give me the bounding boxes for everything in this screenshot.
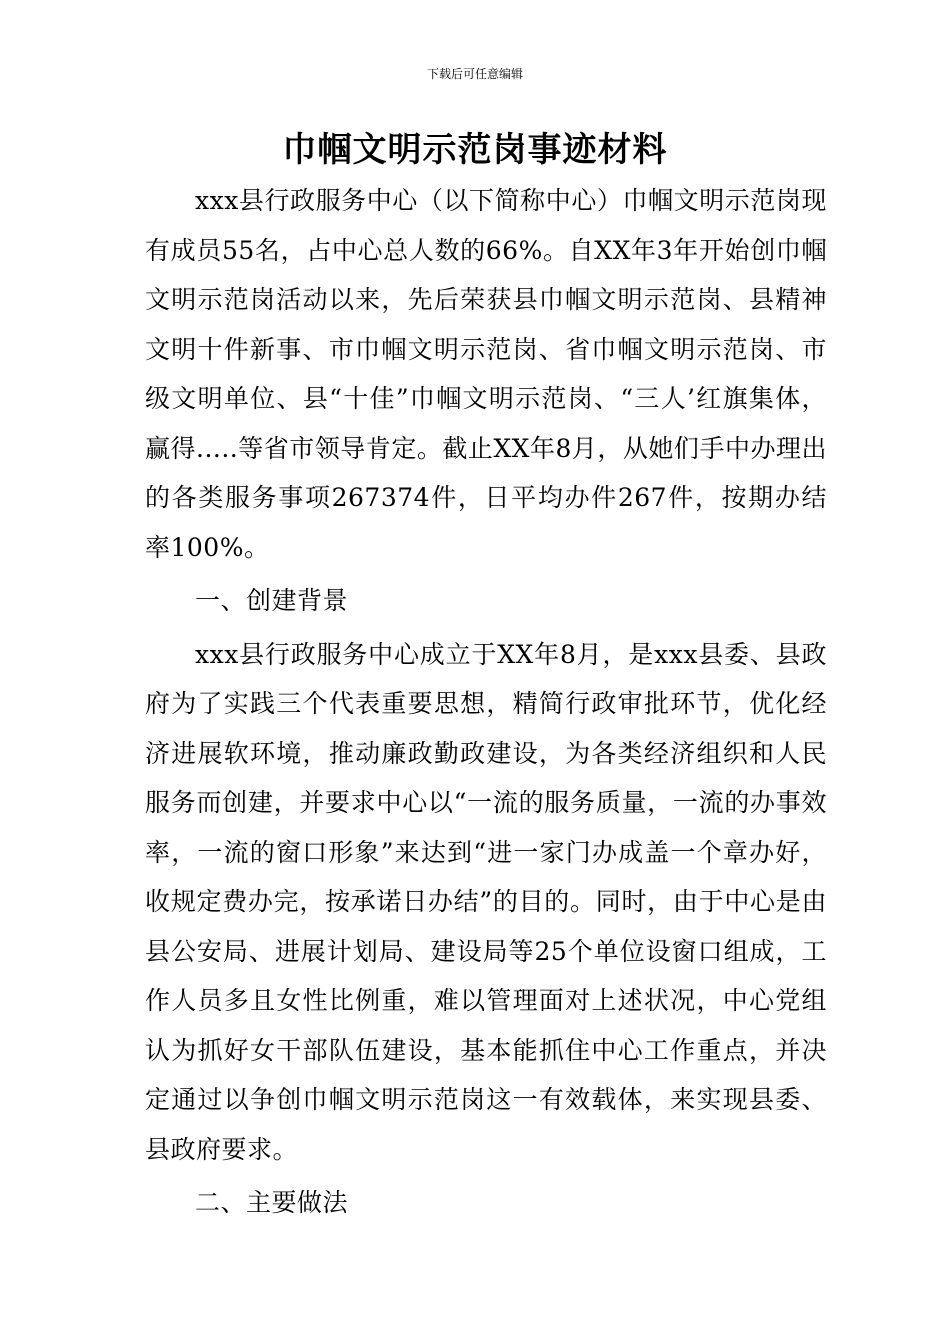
header-note: 下载后可任意编辑 [426,67,523,81]
section-heading-background: 一、创建背景 [195,586,349,615]
section-heading-methods: 二、主要做法 [195,1188,349,1217]
document-title: 巾帼文明示范岗事迹材料 [282,130,668,170]
background-paragraph: xxx县行政服务中心成立于XX年8月，是xxx县委、县政府为了实践三个代表重要思想，精简行政审批环节，优化经济进展软环境，推动廉政勤政建设，为各类经济组织和人民服务而创建，并要求中心以“一流的服务质量，一流的办事效率，一流的窗口形象”来达到“进一家门办成盖一个章办好，收规定费办完，按承诺日办结”的目的。同时，由于中心是由县公安局、进展计划局、建设局等25个单位设窗口组成，工作人员多且女性比例重，难以管理面对上述状况，中心党组认为抓好女干部队伍建设，基本能抓住中心工作重点，并决定通过以争创巾帼文明示范岗这一有效载体，来实现县委、县政府要求。 [145,639,827,1164]
document-body [145,176,827,1228]
intro-paragraph: xxx县行政服务中心（以下简称中心）巾帼文明示范岗现有成员55名，占中心总人数的66%。自XX年3年开始创巾帼文明示范岗活动以来，先后荣获县巾帼文明示范岗、县精神文明十件新事、市巾帼文明示范岗、省巾帼文明示范岗、市级文明单位、县“十佳”巾帼文明示范岗、“三人’红旗集体，赢得.....等省市领导肯定。截止XX年8月，从她们手中办理出的各类服务事项267374件，日平均办件267件，按期办结率100%。 [145,186,827,562]
